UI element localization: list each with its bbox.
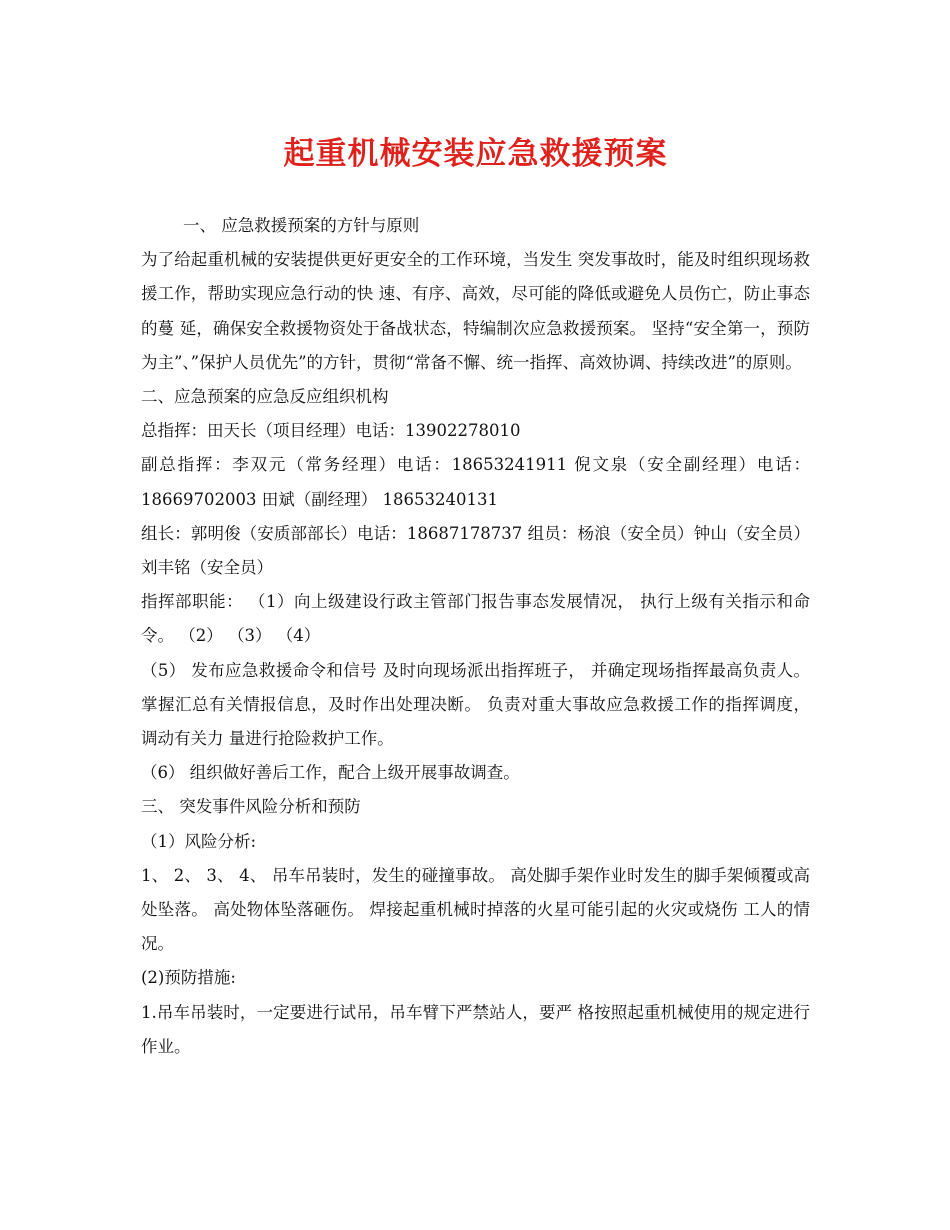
section-heading-2: 二、应急预案的应急反应组织机构 (141, 387, 389, 407)
paragraph-item-5: （5） 发布应急救援命令和信号 及时向现场派出指挥班子， 并确定现场指挥最高负责人。 掌握汇总有关情报信息，及时作出处理决断。 负责对重大事故应急救援工作的指挥调度， 调动有关力 量进行抢险救护工作。 (141, 660, 810, 749)
section-heading-1: 一、 应急救援预案的方针与原则 (183, 216, 420, 235)
document-title: 起重机械安装应急救援预案 (283, 136, 668, 172)
subheading-prevention: (2)预防措施: (141, 968, 236, 988)
paragraph-prevention-1: 1.吊车吊装时，一定要进行试吊，吊车臂下严禁站人，要严 格按照起重机械使用的规定进行作业。 (141, 1002, 810, 1056)
document-body (141, 209, 810, 1064)
paragraph-principles: 为了给起重机械的安装提供更好更安全的工作环境，当发生 突发事故时，能及时组织现场救援工作，帮助实现应急行动的快 速、有序、高效，尽可能的降低或避免人员伤亡，防止事态的蔓 延，确保安全救援物资处于备战状态，特编制次应急救援预案。 坚持“安全第一，预防为主”、”保护人员优先”的方针，贯彻“常备不懈、统一指挥、高效协调、持续改进”的原则。 (141, 250, 810, 372)
section-heading-3: 三、 突发事件风险分析和预防 (141, 797, 361, 817)
paragraph-command-functions: 指挥部职能： （1）向上级建设行政主管部门报告事态发展情况， 执行上级有关指示和命令。 （2） （3） （4） (141, 592, 810, 646)
paragraph-item-6: （6） 组织做好善后工作，配合上级开展事故调查。 (141, 763, 520, 783)
paragraph-risk-list: 1、 2、 3、 4、 吊车吊装时，发生的碰撞事故。 高处脚手架作业时发生的脚手架倾覆或高处坠落。 高处物体坠落砸伤。 焊接起重机械时掉落的火星可能引起的火灾或烧伤 工人的情况。 (141, 865, 810, 954)
paragraph-commander: 总指挥：田天长（项目经理）电话：13902278010 (141, 421, 521, 441)
subheading-risk-analysis: （1）风险分析: (141, 831, 257, 851)
paragraph-deputy-commanders: 副总指挥：李双元（常务经理）电话：18653241911 倪文泉（安全副经理）电话：18669702003 田斌（副经理） 18653240131 (141, 455, 810, 509)
paragraph-team-members: 组长：郭明俊（安质部部长）电话：18687178737 组员：杨浪（安全员）钟山（安全员）刘丰铭（安全员） (141, 523, 810, 578)
